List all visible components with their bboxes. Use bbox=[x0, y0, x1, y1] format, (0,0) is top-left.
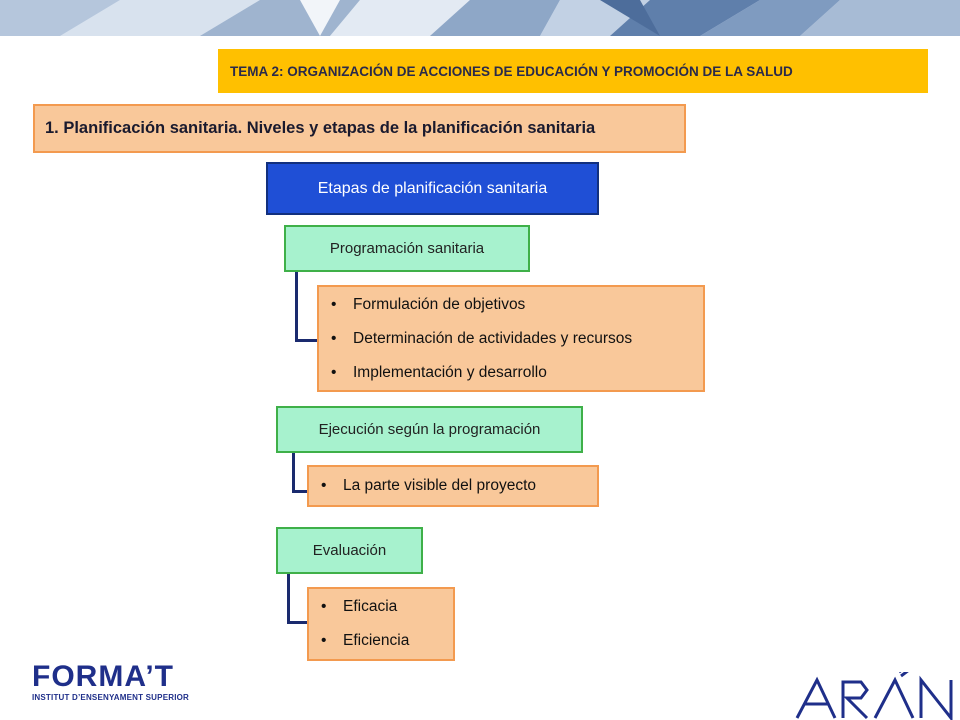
format-logo-text: FORMA’T bbox=[32, 660, 174, 693]
list-item: • Eficacia bbox=[319, 590, 409, 624]
step-ejecucion-details bbox=[307, 465, 599, 507]
aran-logo bbox=[795, 672, 960, 720]
connector-step-1 bbox=[295, 272, 319, 342]
list-item: • La parte visible del proyecto bbox=[319, 477, 536, 495]
step-programacion: Programación sanitaria bbox=[284, 225, 530, 272]
step-ejecucion: Ejecución según la programación bbox=[276, 406, 583, 453]
step-programacion-details bbox=[317, 285, 705, 392]
list-item: • Implementación y desarrollo bbox=[329, 356, 632, 390]
list-item: • Formulación de objetivos bbox=[329, 288, 632, 322]
list-item: • Determinación de actividades y recursos bbox=[329, 322, 632, 356]
format-logo-subtitle: INSTITUT D’ENSENYAMENT SUPERIOR bbox=[32, 693, 190, 702]
step-evaluacion: Evaluación bbox=[276, 527, 423, 574]
list-item: • Eficiencia bbox=[319, 624, 409, 658]
step-evaluacion-details bbox=[307, 587, 455, 661]
diagram-title: Etapas de planificación sanitaria bbox=[266, 162, 599, 215]
section-heading: 1. Planificación sanitaria. Niveles y etapas de la planificación sanitaria bbox=[33, 104, 686, 153]
topic-header: TEMA 2: ORGANIZACIÓN DE ACCIONES DE EDUCACIÓN Y PROMOCIÓN DE LA SALUD bbox=[218, 49, 928, 93]
header-banner-pattern bbox=[0, 0, 960, 36]
format-logo bbox=[32, 662, 202, 704]
